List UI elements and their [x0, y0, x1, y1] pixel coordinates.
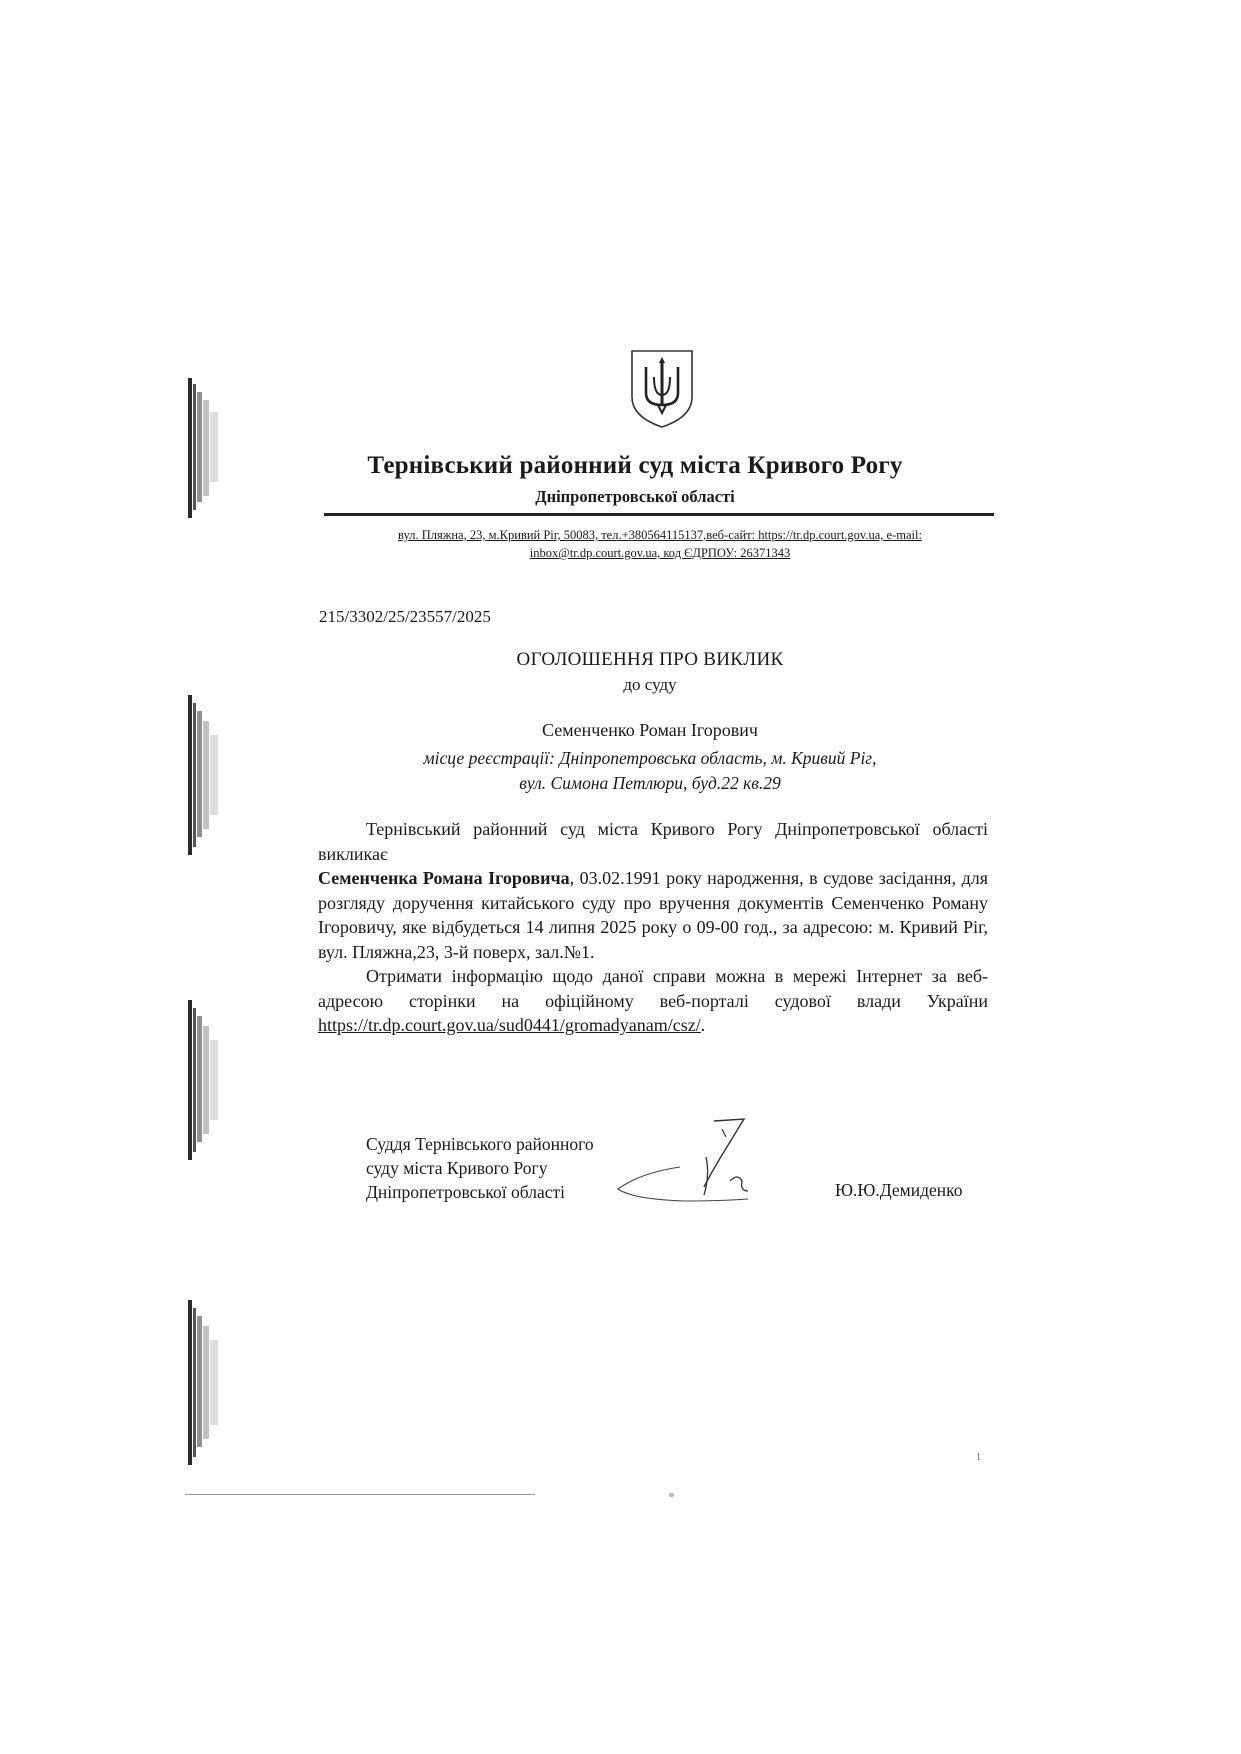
judge-title-line-1: Суддя Тернівського районного: [366, 1134, 594, 1154]
address-line-2: вул. Симона Петлюри, буд.22 кв.29: [519, 773, 781, 793]
contacts-line-1: вул. Пляжна, 23, м.Кривий Ріг, 50083, тел.+380564115137,веб-сайт: https://tr.dp.court.gov.ua, e-mail:: [398, 528, 922, 542]
scan-edge-artifact: [188, 378, 222, 518]
summoned-person: Семенченка Романа Ігоровича: [318, 868, 570, 888]
address-line-1: місце реєстрації: Дніпропетровська область, м. Кривий Ріг,: [423, 748, 877, 768]
contacts-line-2: inbox@tr.dp.court.gov.ua, код ЄДРПОУ: 26371343: [529, 546, 791, 560]
document-title: ОГОЛОШЕННЯ ПРО ВИКЛИК: [516, 649, 784, 670]
case-number: 215/3302/25/23557/2025: [319, 607, 491, 626]
court-portal-link[interactable]: https://tr.dp.court.gov.ua/sud0441/gromadyanam/csz/: [318, 1015, 701, 1035]
court-name: Тернівський районний суд міста Кривого Рогу: [367, 452, 903, 479]
scan-speck: [669, 1493, 674, 1497]
scan-edge-artifact: [188, 1300, 222, 1465]
info-text: Отримати інформацію щодо даної справи можна в мережі Інтернет за веб-адресою сторінки на офіційному веб-порталі судової влади України: [318, 966, 988, 1011]
announcement-body: [318, 817, 988, 1038]
court-region: Дніпропетровської області: [535, 487, 735, 506]
recipient-name: Семенченко Роман Ігорович: [542, 720, 758, 740]
document-subtitle: до суду: [623, 675, 677, 694]
summons-text: , 03.02.1991 року народження, в судове засідання, для розгляду доручення китайського суду про вручення документів Семенченко Роману Ігоровичу, яке відбудеться 14 липня 2025 року о 09-00 год., за адресою: м. Кривий Ріг, вул. Пляжна,23, 3-й поверх, зал.№1.: [318, 868, 988, 962]
recipient-address: [330, 746, 970, 796]
judge-title: [366, 1132, 594, 1204]
info-paragraph: [318, 964, 988, 1038]
info-end: .: [700, 1015, 706, 1035]
handwritten-signature: [610, 1115, 770, 1215]
header-divider: [324, 513, 994, 516]
summons-intro: Тернівський районний суд міста Кривого Рогу Дніпропетровської області викликає: [318, 819, 988, 864]
judge-title-line-3: Дніпропетровської області: [366, 1182, 566, 1202]
scan-edge-artifact: [188, 1000, 222, 1160]
trident-emblem-icon: [628, 347, 696, 431]
summons-details: [318, 866, 988, 964]
court-contacts: [330, 526, 990, 562]
judge-name: Ю.Ю.Демиденко: [835, 1180, 963, 1200]
scan-edge-artifact: [188, 695, 222, 855]
page-number: 1: [976, 1452, 981, 1463]
footer-divider: [185, 1494, 535, 1495]
judge-title-line-2: суду міста Кривого Рогу: [366, 1158, 548, 1178]
